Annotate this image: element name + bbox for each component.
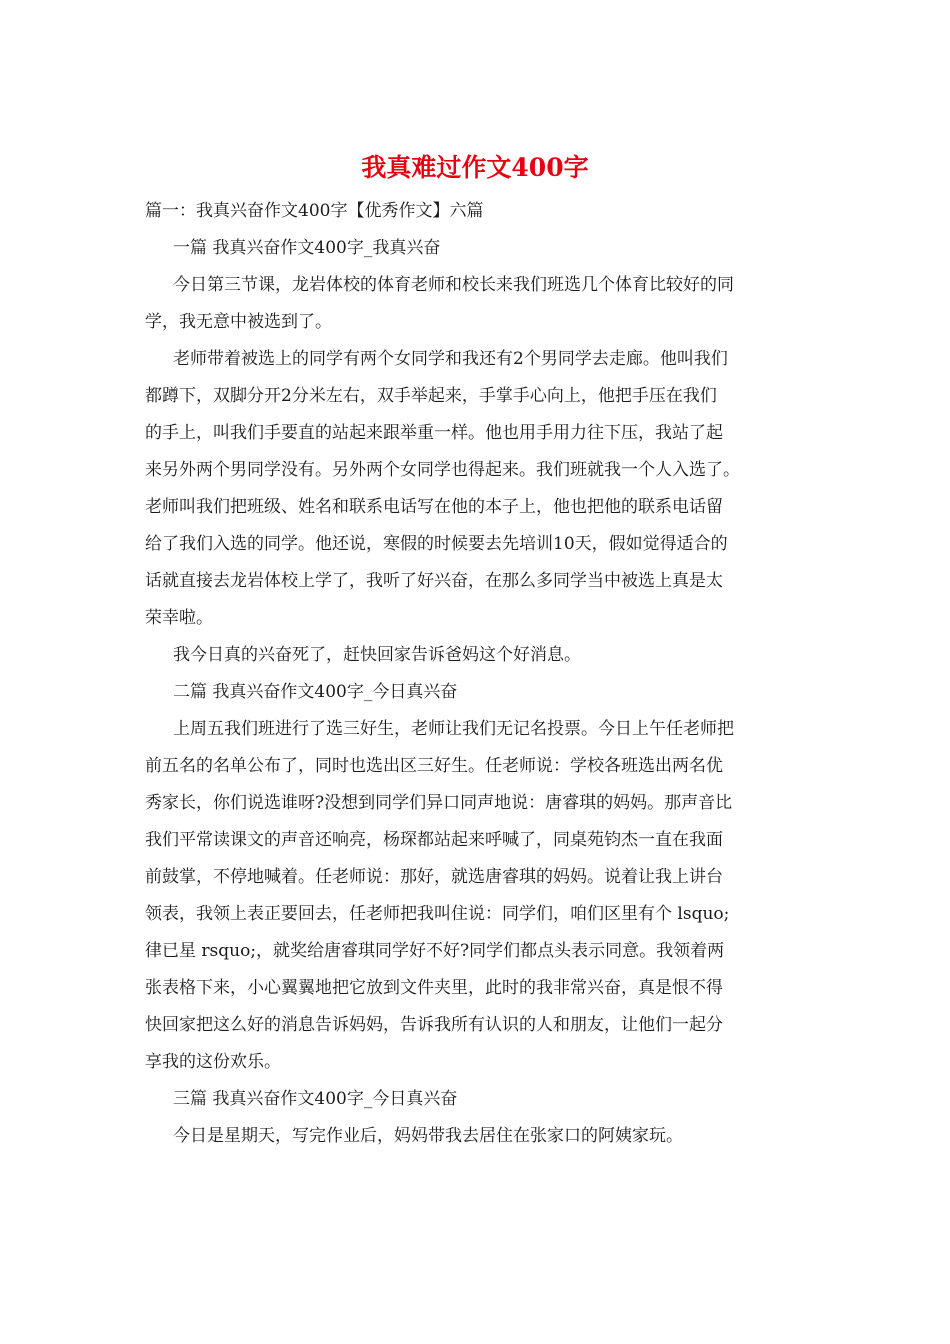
document-title: 我真难过作文400字 (361, 153, 589, 182)
text-line: 前鼓掌，不停地喊着。任老师说：那好，就选唐睿琪的妈妈。说着让我上讲台 (145, 867, 723, 887)
text-line: 都蹲下，双脚分开2分米左右，双手举起来，手掌手心向上，他把手压在我们 (145, 386, 717, 406)
text-line: 享我的这份欢乐。 (145, 1052, 281, 1072)
text-line: 篇一：我真兴奋作文400字【优秀作文】六篇 (145, 201, 484, 221)
text-line: 秀家长，你们说选谁呀?没想到同学们异口同声地说：唐睿琪的妈妈。那声音比 (145, 793, 733, 813)
text-line: 一篇 我真兴奋作文400字_我真兴奋 (173, 238, 441, 258)
document-body (145, 193, 810, 1155)
text-line: 学，我无意中被选到了。 (145, 312, 332, 332)
text-line: 我们平常读课文的声音还响亮，杨琛都站起来呼喊了，同桌苑钧杰一直在我面 (145, 830, 723, 850)
text-line: 来另外两个男同学没有。另外两个女同学也得起来。我们班就我一个人入选了。 (145, 460, 740, 480)
text-line: 老师叫我们把班级、姓名和联系电话写在他的本子上，他也把他的联系电话留 (145, 497, 723, 517)
text-line: 荣幸啦。 (145, 608, 213, 628)
text-line: 律已星 rsquo;，就奖给唐睿琪同学好不好?同学们都点头表示同意。我领着两 (145, 941, 725, 961)
text-line: 领表，我领上表正要回去，任老师把我叫住说：同学们，咱们区里有个 lsquo; (145, 904, 730, 924)
text-line: 给了我们入选的同学。他还说，寒假的时候要去先培训10天，假如觉得适合的 (145, 534, 728, 554)
text-line: 二篇 我真兴奋作文400字_今日真兴奋 (173, 682, 458, 702)
text-line: 我今日真的兴奋死了，赶快回家告诉爸妈这个好消息。 (173, 645, 581, 665)
text-line: 三篇 我真兴奋作文400字_今日真兴奋 (173, 1089, 458, 1109)
text-line: 上周五我们班进行了选三好生，老师让我们无记名投票。今日上午任老师把 (173, 719, 734, 739)
text-line: 今日第三节课，龙岩体校的体育老师和校长来我们班选几个体育比较好的同 (173, 275, 734, 295)
text-line: 今日是星期天，写完作业后，妈妈带我去居住在张家口的阿姨家玩。 (173, 1126, 683, 1146)
text-line: 老师带着被选上的同学有两个女同学和我还有2个男同学去走廊。他叫我们 (173, 349, 728, 369)
text-line: 的手上，叫我们手要直的站起来跟举重一样。他也用手用力往下压，我站了起 (145, 423, 723, 443)
text-line: 张表格下来，小心翼翼地把它放到文件夹里，此时的我非常兴奋，真是恨不得 (145, 978, 723, 998)
text-line: 前五名的名单公布了，同时也选出区三好生。任老师说：学校各班选出两名优 (145, 756, 723, 776)
text-line: 话就直接去龙岩体校上学了，我听了好兴奋，在那么多同学当中被选上真是太 (145, 571, 723, 591)
text-line: 快回家把这么好的消息告诉妈妈，告诉我所有认识的人和朋友，让他们一起分 (145, 1015, 723, 1035)
